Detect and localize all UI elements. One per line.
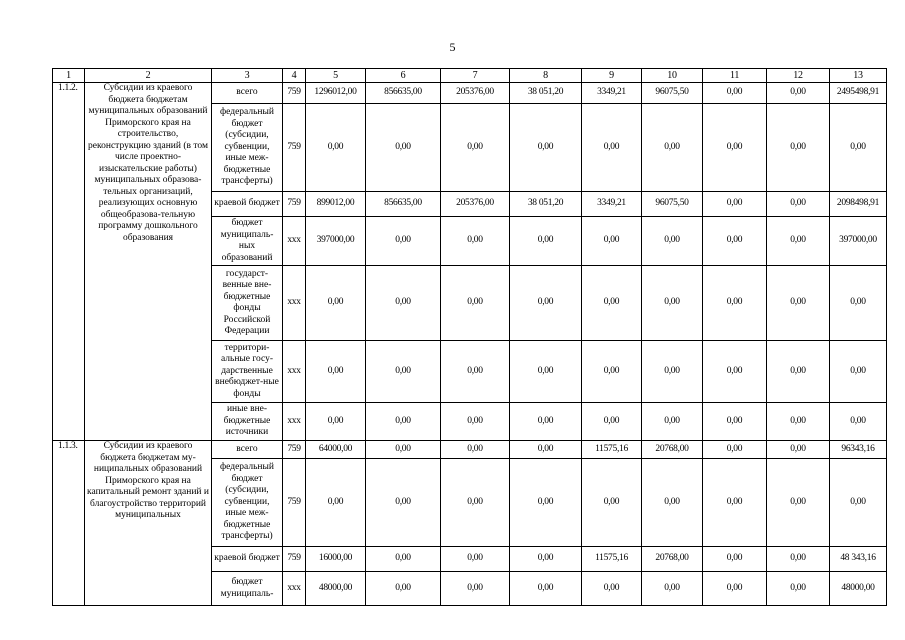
funding-source: краевой бюджет — [212, 192, 283, 217]
funding-source: бюджет муниципаль- — [212, 572, 283, 606]
value-cell: 0,00 — [366, 403, 441, 441]
value-cell: 205376,00 — [441, 192, 510, 217]
value-cell: 0,00 — [366, 572, 441, 606]
header-cell: 12 — [767, 69, 830, 83]
value-cell: 0,00 — [441, 266, 510, 341]
value-cell: 0,00 — [510, 341, 582, 403]
value-cell: 96343,16 — [830, 441, 887, 459]
funding-source: всего — [212, 83, 283, 104]
value-cell: 0,00 — [642, 104, 703, 192]
value-cell: 0,00 — [703, 403, 767, 441]
value-cell: 2495498,91 — [830, 83, 887, 104]
value-cell: 0,00 — [767, 403, 830, 441]
value-cell: 0,00 — [642, 572, 703, 606]
value-cell: 2098498,91 — [830, 192, 887, 217]
value-cell: 11575,16 — [582, 547, 642, 572]
value-cell: 0,00 — [441, 572, 510, 606]
value-cell: 0,00 — [703, 441, 767, 459]
header-cell: 8 — [510, 69, 582, 83]
value-cell: 0,00 — [703, 341, 767, 403]
value-cell: 0,00 — [642, 341, 703, 403]
value-cell: 0,00 — [510, 217, 582, 266]
grbs-code: 759 — [283, 192, 306, 217]
value-cell: 0,00 — [642, 403, 703, 441]
value-cell: 3349,21 — [582, 192, 642, 217]
value-cell: 64000,00 — [306, 441, 366, 459]
grbs-code: xxx — [283, 266, 306, 341]
value-cell: 48000,00 — [830, 572, 887, 606]
value-cell: 0,00 — [767, 104, 830, 192]
value-cell: 0,00 — [703, 104, 767, 192]
value-cell: 0,00 — [306, 341, 366, 403]
value-cell: 899012,00 — [306, 192, 366, 217]
value-cell: 0,00 — [642, 266, 703, 341]
value-cell: 0,00 — [703, 83, 767, 104]
value-cell: 0,00 — [366, 441, 441, 459]
value-cell: 0,00 — [306, 403, 366, 441]
value-cell: 96075,50 — [642, 192, 703, 217]
value-cell: 397000,00 — [830, 217, 887, 266]
value-cell: 1296012,00 — [306, 83, 366, 104]
grbs-code: 759 — [283, 104, 306, 192]
value-cell: 0,00 — [306, 266, 366, 341]
value-cell: 38 051,20 — [510, 83, 582, 104]
funding-source: государст-венные вне-бюджетные фонды Российской Федерации — [212, 266, 283, 341]
value-cell: 0,00 — [510, 572, 582, 606]
value-cell: 856635,00 — [366, 83, 441, 104]
funding-source: территори-альные госу-дарственные внебюджет-ные фонды — [212, 341, 283, 403]
value-cell: 48000,00 — [306, 572, 366, 606]
value-cell: 0,00 — [582, 572, 642, 606]
value-cell: 48 343,16 — [830, 547, 887, 572]
value-cell: 20768,00 — [642, 441, 703, 459]
grbs-code: 759 — [283, 441, 306, 459]
header-cell: 3 — [212, 69, 283, 83]
value-cell: 0,00 — [582, 217, 642, 266]
value-cell: 0,00 — [510, 547, 582, 572]
value-cell: 397000,00 — [306, 217, 366, 266]
funding-source: бюджет муниципаль-ных образований — [212, 217, 283, 266]
value-cell: 0,00 — [767, 572, 830, 606]
value-cell: 0,00 — [441, 441, 510, 459]
value-cell: 11575,16 — [582, 441, 642, 459]
value-cell: 0,00 — [510, 403, 582, 441]
value-cell: 0,00 — [441, 459, 510, 547]
funding-source: федеральный бюджет (субсидии, субвенции, иные меж-бюджетные трансферты) — [212, 104, 283, 192]
value-cell: 0,00 — [830, 104, 887, 192]
grbs-code: 759 — [283, 83, 306, 104]
value-cell: 0,00 — [767, 341, 830, 403]
value-cell: 0,00 — [767, 83, 830, 104]
value-cell: 0,00 — [510, 266, 582, 341]
funding-source: краевой бюджет — [212, 547, 283, 572]
value-cell: 0,00 — [366, 341, 441, 403]
value-cell: 0,00 — [767, 217, 830, 266]
value-cell: 0,00 — [703, 192, 767, 217]
value-cell: 0,00 — [767, 547, 830, 572]
value-cell: 0,00 — [703, 217, 767, 266]
header-cell: 13 — [830, 69, 887, 83]
funding-source: всего — [212, 441, 283, 459]
value-cell: 0,00 — [441, 403, 510, 441]
grbs-code: 759 — [283, 459, 306, 547]
value-cell: 0,00 — [441, 341, 510, 403]
value-cell: 0,00 — [510, 459, 582, 547]
value-cell: 856635,00 — [366, 192, 441, 217]
header-cell: 5 — [306, 69, 366, 83]
value-cell: 0,00 — [366, 217, 441, 266]
header-cell: 2 — [85, 69, 212, 83]
value-cell: 0,00 — [830, 341, 887, 403]
column-number-header-row — [53, 69, 887, 83]
table-row — [53, 83, 887, 104]
grbs-code: xxx — [283, 403, 306, 441]
value-cell: 0,00 — [830, 266, 887, 341]
value-cell: 0,00 — [582, 341, 642, 403]
value-cell: 0,00 — [642, 459, 703, 547]
value-cell: 0,00 — [441, 547, 510, 572]
value-cell: 0,00 — [366, 547, 441, 572]
value-cell: 0,00 — [703, 572, 767, 606]
value-cell: 205376,00 — [441, 83, 510, 104]
value-cell: 3349,21 — [582, 83, 642, 104]
value-cell: 16000,00 — [306, 547, 366, 572]
value-cell: 0,00 — [767, 266, 830, 341]
value-cell: 0,00 — [582, 459, 642, 547]
value-cell: 0,00 — [767, 192, 830, 217]
value-cell: 0,00 — [703, 266, 767, 341]
budget-table — [52, 68, 887, 606]
table-row — [53, 441, 887, 459]
value-cell: 0,00 — [830, 459, 887, 547]
value-cell: 96075,50 — [642, 83, 703, 104]
value-cell: 0,00 — [510, 104, 582, 192]
value-cell: 0,00 — [366, 266, 441, 341]
grbs-code: xxx — [283, 341, 306, 403]
value-cell: 0,00 — [366, 104, 441, 192]
item-name: Субсидии из краевого бюджета бюджетам му-ниципальных образований Приморского края на капитальный ремонт зданий и благоустройство территорий муниципальных — [85, 441, 212, 606]
item-code: 1.1.2. — [53, 83, 85, 441]
header-cell: 9 — [582, 69, 642, 83]
value-cell: 0,00 — [306, 459, 366, 547]
value-cell: 0,00 — [830, 403, 887, 441]
value-cell: 20768,00 — [642, 547, 703, 572]
header-cell: 7 — [441, 69, 510, 83]
value-cell: 0,00 — [510, 441, 582, 459]
grbs-code: xxx — [283, 217, 306, 266]
header-cell: 1 — [53, 69, 85, 83]
value-cell: 0,00 — [582, 266, 642, 341]
value-cell: 0,00 — [642, 217, 703, 266]
value-cell: 0,00 — [767, 459, 830, 547]
value-cell: 0,00 — [703, 459, 767, 547]
value-cell: 38 051,20 — [510, 192, 582, 217]
value-cell: 0,00 — [441, 104, 510, 192]
header-cell: 4 — [283, 69, 306, 83]
value-cell: 0,00 — [366, 459, 441, 547]
value-cell: 0,00 — [767, 441, 830, 459]
funding-source: федеральный бюджет (субсидии, субвенции, иные меж-бюджетные трансферты) — [212, 459, 283, 547]
header-cell: 11 — [703, 69, 767, 83]
grbs-code: 759 — [283, 547, 306, 572]
item-name: Субсидии из краевого бюджета бюджетам муниципальных образований Приморского края на строительство, реконструкцию зданий (в том числе проектно-изыскательские работы) муниципальных образова-тельных организаций, реализующих основную общеобразова-тельную программу дошкольного образования — [85, 83, 212, 441]
value-cell: 0,00 — [441, 217, 510, 266]
value-cell: 0,00 — [582, 403, 642, 441]
value-cell: 0,00 — [582, 104, 642, 192]
item-code: 1.1.3. — [53, 441, 85, 606]
header-cell: 6 — [366, 69, 441, 83]
value-cell: 0,00 — [306, 104, 366, 192]
page-number: 5 — [449, 40, 456, 54]
value-cell: 0,00 — [703, 547, 767, 572]
funding-source: иные вне-бюджетные источники — [212, 403, 283, 441]
header-cell: 10 — [642, 69, 703, 83]
grbs-code: xxx — [283, 572, 306, 606]
